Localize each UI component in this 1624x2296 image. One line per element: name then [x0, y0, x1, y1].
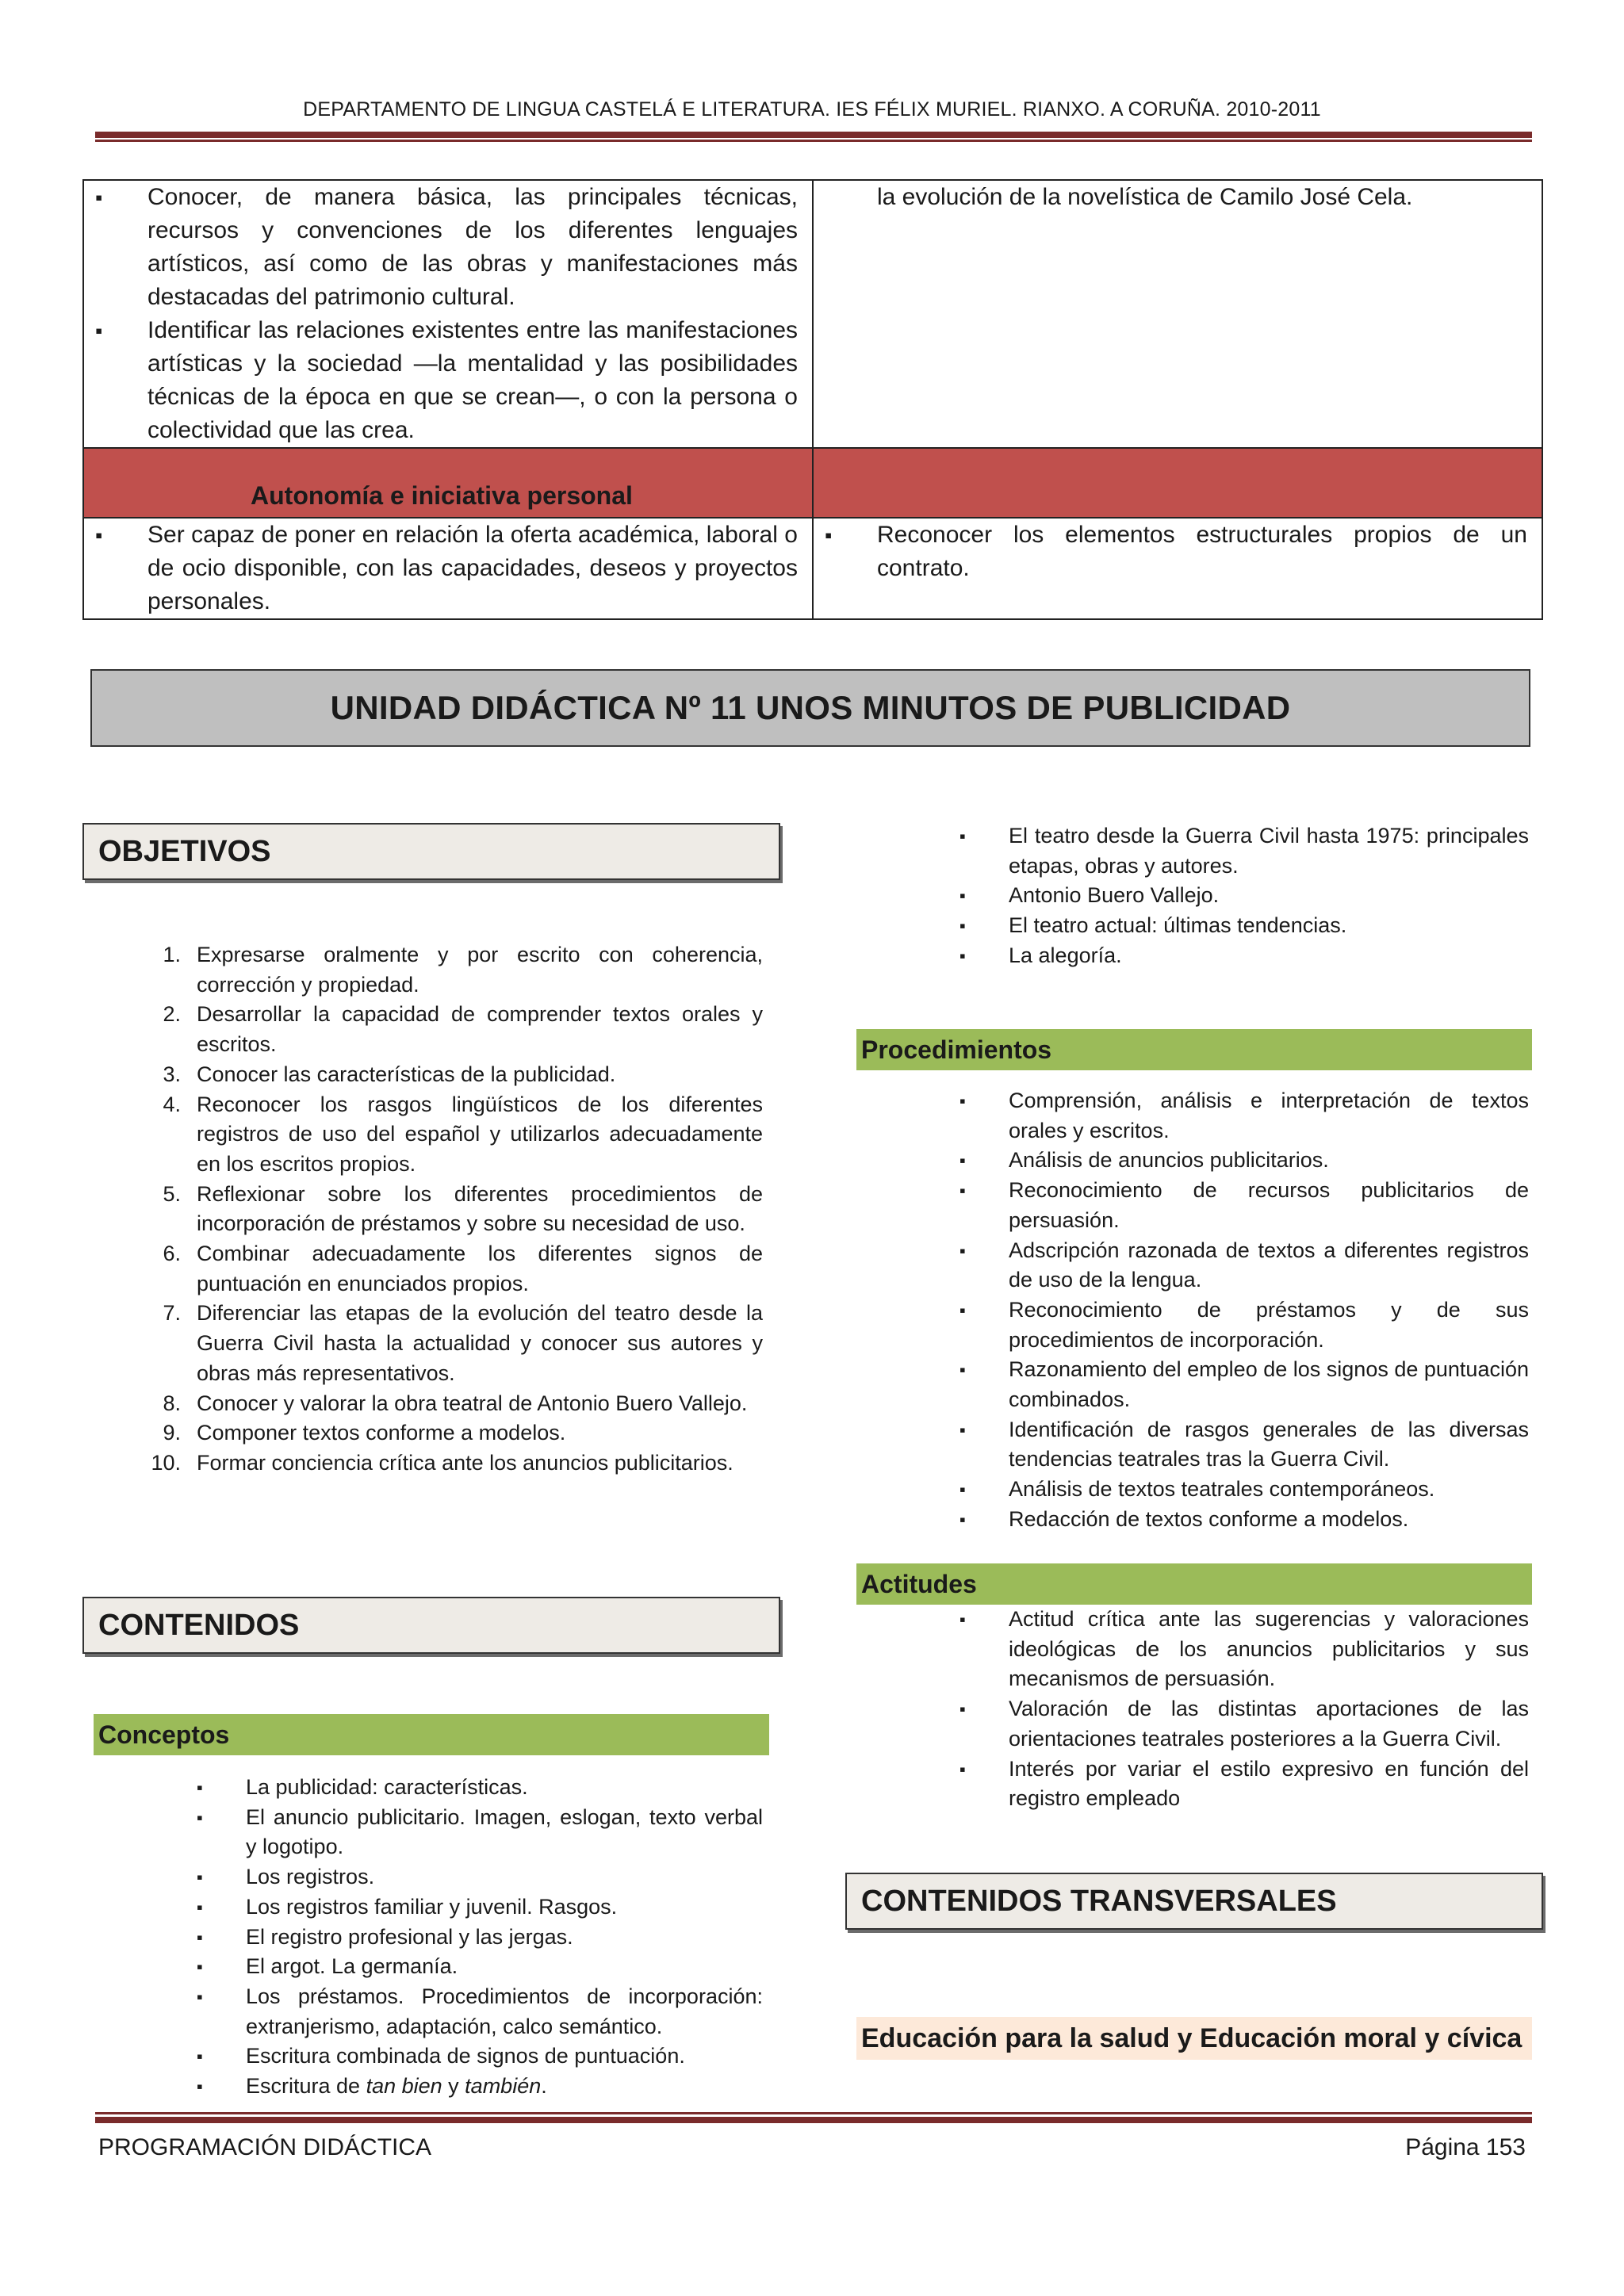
procedimientos-heading: Procedimientos	[856, 1029, 1532, 1070]
objetivo-item	[146, 1418, 763, 1448]
objetivo-item	[146, 1180, 763, 1239]
list-item: ▪ Razonamiento del empleo de los signos de puntuación combinados.	[959, 1355, 1529, 1414]
procedimientos-list-wrap	[959, 1086, 1529, 1535]
list-item: ▪ Reconocimiento de recursos publicitarios de persuasión.	[959, 1176, 1529, 1235]
list-item: ▪ Adscripción razonada de textos a diferentes registros de uso de la lengua.	[959, 1236, 1529, 1295]
objetivo-number: 8.	[163, 1391, 181, 1415]
objetivo-number: 9.	[163, 1421, 181, 1445]
list-item: ▪ Valoración de las distintas aportaciones de las orientaciones teatrales posteriores a la Guerra Civil.	[959, 1694, 1529, 1754]
list-item: ▪ Análisis de textos teatrales contemporáneos.	[959, 1475, 1529, 1505]
objetivos-list	[146, 940, 763, 1479]
competencias-table	[82, 179, 1543, 620]
list-item: ▪ Redacción de textos conforme a modelos.	[959, 1505, 1529, 1535]
list-item: ▪ La alegoría.	[959, 941, 1529, 971]
objetivo-number: 5.	[163, 1181, 181, 1206]
page-number: Página 153	[1405, 2134, 1526, 2160]
list-item: ▪ Actitud crítica ante las sugerencias y valoraciones ideológicas de los anuncios publicitarios y sus mecanismos de persuasión.	[959, 1605, 1529, 1694]
list-item: ▪ El argot. La germanía.	[197, 1952, 763, 1982]
objetivo-item	[146, 940, 763, 1000]
list-item: ▪ La publicidad: características.	[197, 1773, 763, 1803]
list-item: ▪ El teatro actual: últimas tendencias.	[959, 911, 1529, 941]
list-item: ▪ Escritura combinada de signos de puntuación.	[197, 2042, 763, 2072]
contenidos-heading: CONTENIDOS	[82, 1597, 780, 1654]
conceptos-list-wrap	[197, 1773, 763, 2102]
list-item: ▪ Análisis de anuncios publicitarios.	[959, 1146, 1529, 1176]
table-cell-right	[813, 180, 1542, 448]
list-item: ▪ Reconocer los elementos estructurales propios de un contrato.	[814, 519, 1542, 585]
objetivos-list-wrap	[146, 940, 763, 1479]
objetivo-text: Conocer y valorar la obra teatral de Antonio Buero Vallejo.	[197, 1391, 748, 1415]
autonomia-title: Autonomía e iniciativa personal	[251, 481, 633, 510]
list-item: ▪ Comprensión, análisis e interpretación de textos orales y escritos.	[959, 1086, 1529, 1146]
conceptos-cont-wrap	[959, 821, 1529, 971]
table-header-row	[83, 448, 1542, 518]
objetivo-item	[146, 1239, 763, 1299]
objetivo-number: 2.	[163, 1002, 181, 1027]
list-item: ▪ Identificar las relaciones existentes entre las manifestaciones artísticas y la sociedad —la mentalidad y las posibilidades técnicas de la época en que se crean—, o con la persona o colectividad que las crea.	[84, 314, 812, 447]
table-cell-left	[83, 180, 813, 448]
transversales-heading: CONTENIDOS TRANSVERSALES	[845, 1873, 1543, 1930]
objetivo-number: 1.	[163, 943, 181, 966]
objetivo-number: 3.	[163, 1062, 181, 1086]
row1-right-text: la evolución de la novelística de Camilo José Cela.	[877, 184, 1413, 210]
list-item: ▪ Antonio Buero Vallejo.	[959, 881, 1529, 911]
footer-rule	[95, 2117, 1532, 2123]
header-rule	[95, 132, 1532, 138]
footer-left: PROGRAMACIÓN DIDÁCTICA	[98, 2134, 432, 2160]
list-item: ▪ Reconocimiento de préstamos y de sus procedimientos de incorporación.	[959, 1295, 1529, 1355]
list-item: ▪ Los registros familiar y juvenil. Rasgos.	[197, 1892, 763, 1923]
list-item: ▪ El teatro desde la Guerra Civil hasta 1975: principales etapas, obras y autores.	[959, 821, 1529, 881]
objetivo-item	[146, 1060, 763, 1090]
objetivo-text: Reconocer los rasgos lingüísticos de los diferentes registros de uso del español y utilizarlos adecuadamente en los escritos propios.	[197, 1092, 763, 1176]
footer-rule-thin	[95, 2112, 1532, 2114]
header-rule-thin	[95, 140, 1532, 142]
table-header-cell-right	[813, 448, 1542, 518]
objetivo-text: Componer textos conforme a modelos.	[197, 1421, 566, 1445]
objetivo-text: Desarrollar la capacidad de comprender textos orales y escritos.	[197, 1002, 763, 1057]
objetivo-number: 6.	[163, 1242, 181, 1266]
objetivo-item	[146, 1389, 763, 1419]
list-item: ▪ El anuncio publicitario. Imagen, eslogan, texto verbal y logotipo.	[197, 1803, 763, 1862]
list-item: ▪ El registro profesional y las jergas.	[197, 1923, 763, 1953]
unit-title: UNIDAD DIDÁCTICA Nº 11 UNOS MINUTOS DE PUBLICIDAD	[90, 669, 1530, 747]
objetivo-number: 7.	[163, 1301, 181, 1326]
transversales-subtitle: Educación para la salud y Educación moral y cívica	[856, 2017, 1532, 2060]
list-item: ▪ Interés por variar el estilo expresivo en función del registro empleado	[959, 1755, 1529, 1814]
list-item: ▪ Ser capaz de poner en relación la oferta académica, laboral o de ocio disponible, con las capacidades, deseos y proyectos personales.	[84, 519, 812, 618]
objetivos-heading: OBJETIVOS	[82, 823, 780, 880]
objetivo-item	[146, 1448, 763, 1479]
table-cell-left	[83, 518, 813, 619]
page-header: DEPARTAMENTO DE LINGUA CASTELÁ E LITERATURA. IES FÉLIX MURIEL. RIANXO. A CORUÑA. 2010-2011	[303, 98, 1321, 121]
objetivo-text: Combinar adecuadamente los diferentes signos de puntuación en enunciados propios.	[197, 1242, 763, 1295]
objetivo-text: Expresarse oralmente y por escrito con coherencia, corrección y propiedad.	[197, 943, 763, 997]
list-item: ▪ Los registros.	[197, 1862, 763, 1892]
objetivo-text: Reflexionar sobre los diferentes procedimientos de incorporación de préstamos y sobre su necesidad de uso.	[197, 1181, 763, 1236]
table-header-cell-left	[83, 448, 813, 518]
conceptos-list	[197, 1773, 763, 2072]
list-item: ▪ Escritura de tan bien y también.	[197, 2072, 763, 2102]
row1-left-list	[84, 181, 812, 447]
objetivo-text: Diferenciar las etapas de la evolución del teatro desde la Guerra Civil hasta la actualidad y conocer sus autores y obras más representativos.	[197, 1301, 763, 1385]
conceptos-cont-list	[959, 821, 1529, 971]
objetivo-item	[146, 1299, 763, 1388]
objetivo-item	[146, 1000, 763, 1059]
objetivo-text: Conocer las características de la publicidad.	[197, 1062, 616, 1086]
actitudes-heading: Actitudes	[856, 1563, 1532, 1605]
table-row	[83, 180, 1542, 448]
table-cell-right	[813, 518, 1542, 619]
list-item: ▪ Conocer, de manera básica, las principales técnicas, recursos y convenciones de los diferentes lenguajes artísticos, así como de las obras y manifestaciones más destacadas del patrimonio cultural.	[84, 181, 812, 314]
list-item: ▪ Los préstamos. Procedimientos de incorporación: extranjerismo, adaptación, calco semántico.	[197, 1982, 763, 2042]
actitudes-list-wrap	[959, 1605, 1529, 1814]
conceptos-heading: Conceptos	[94, 1714, 769, 1755]
list-item: ▪ Identificación de rasgos generales de las diversas tendencias teatrales tras la Guerra Civil.	[959, 1415, 1529, 1475]
objetivo-number: 10.	[151, 1450, 181, 1475]
objetivo-number: 4.	[163, 1092, 181, 1116]
objetivo-item	[146, 1090, 763, 1180]
objetivo-text: Formar conciencia crítica ante los anuncios publicitarios.	[197, 1450, 733, 1475]
actitudes-list	[959, 1605, 1529, 1814]
procedimientos-list	[959, 1086, 1529, 1535]
table-row	[83, 518, 1542, 619]
